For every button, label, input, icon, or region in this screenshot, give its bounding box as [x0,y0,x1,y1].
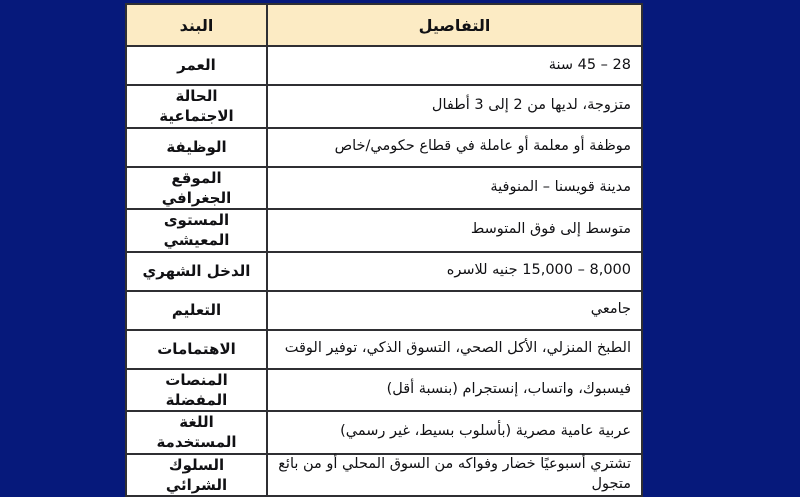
table-row [126,291,642,330]
cell-details: متزوجة، لديها من 2 إلى 3 أطفال [267,85,642,128]
table-row [126,167,642,210]
cell-item: المنصات المفضلة [126,369,267,412]
column-header-item: البند [126,4,267,46]
table-viewport [127,3,643,494]
cell-details: مدينة قويسنا – المنوفية [267,167,642,210]
table-header [126,4,642,46]
table-body [126,46,642,496]
cell-details: 8,000 – 15,000 جنيه للاسره [267,252,642,291]
cell-item: الدخل الشهري [126,252,267,291]
table-header-row [126,4,642,46]
table-row [126,369,642,412]
persona-details-table [125,3,643,497]
table-row [126,252,642,291]
cell-details: الطبخ المنزلي، الأكل الصحي، التسوق الذكي، توفير الوقت [267,330,642,369]
cell-details: 28 – 45 سنة [267,46,642,85]
cell-details: عربية عامية مصرية (بأسلوب بسيط، غير رسمي) [267,411,642,454]
cell-item: الحالة الاجتماعية [126,85,267,128]
cell-details: موظفة أو معلمة أو عاملة في قطاع حكومي/خاص [267,128,642,167]
cell-details: جامعي [267,291,642,330]
cell-item: العمر [126,46,267,85]
cell-details: فيسبوك، واتساب، إنستجرام (بنسبة أقل) [267,369,642,412]
table-row [126,46,642,85]
cell-item: اللغة المستخدمة [126,411,267,454]
cell-item: الموقع الجغرافي [126,167,267,210]
table-row [126,209,642,252]
table-row [126,128,642,167]
table-row [126,330,642,369]
table-row [126,411,642,454]
cell-item: المستوى المعيشي [126,209,267,252]
cell-item: التعليم [126,291,267,330]
table-row [126,454,642,497]
cell-item: الاهتمامات [126,330,267,369]
cell-item: السلوك الشرائي [126,454,267,497]
column-header-details: التفاصيل [267,4,642,46]
cell-item: الوظيفة [126,128,267,167]
table-row [126,85,642,128]
cell-details: تشتري أسبوعيًا خضار وفواكه من السوق المحلي أو من بائع متجول [267,454,642,497]
cell-details: متوسط إلى فوق المتوسط [267,209,642,252]
